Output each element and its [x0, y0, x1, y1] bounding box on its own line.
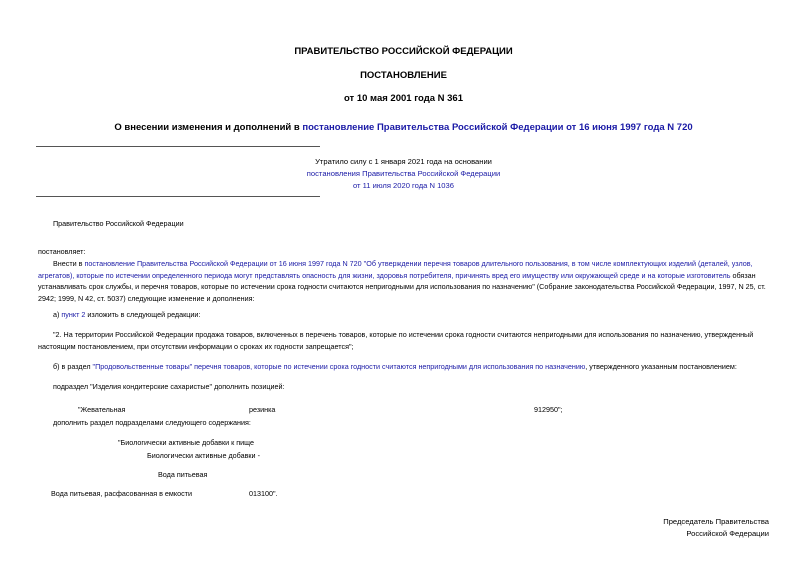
title-referenced-decree-link[interactable]: постановление Правительства Российской Федерации от 16 июня 1997 года N 720: [302, 122, 693, 133]
item-b-suffix: , утвержденного указанным постановлением:: [585, 362, 737, 371]
paragraph-line2: [38, 270, 778, 282]
item-a-prefix: а): [53, 310, 62, 319]
quote-line2: настоящим постановлением, при отсутствии информации о сроках их годности запрещается";: [38, 341, 354, 351]
subsection-line: подраздел "Изделия кондитерские сахаристые" дополнить позицией:: [53, 382, 285, 391]
signature-org: Российской Федерации: [686, 529, 769, 538]
item-b: [53, 362, 737, 371]
paragraph-line3: устанавливать срок службы, и перечня товаров, которые по истечении срока годности считаются непригодными для использования по назначению" (Собрание законодательства Российской Федерации, 1997, N 25, ст.: [38, 282, 766, 291]
document-title: [0, 122, 807, 133]
item-b-list-link[interactable]: перечня товаров, которые по истечении срока годности считаются непригодными для использования по назначению: [192, 362, 586, 371]
item-code: 912950";: [534, 405, 563, 414]
p1-prefix: Внести в: [53, 259, 85, 268]
status-note-link-line2[interactable]: постановления Правительства Российской Федерации: [306, 169, 501, 178]
p1-after-l2: обязан: [730, 270, 756, 280]
item-b-prefix: б) в раздел: [53, 362, 93, 371]
item-name-col1: "Жевательная: [78, 405, 126, 414]
item-a: [53, 310, 200, 319]
item-a-suffix: изложить в следующей редакции:: [85, 310, 201, 319]
quoted-paragraph: [38, 329, 778, 352]
add-sections-line: дополнить раздел подразделами следующего содержания:: [53, 418, 251, 427]
resolves-label: постановляет:: [38, 247, 86, 256]
item-name-col2: резинка: [249, 405, 276, 414]
document-type: ПОСТАНОВЛЕНИЕ: [360, 70, 447, 81]
government-line: Правительство Российской Федерации: [53, 219, 184, 228]
document-date-number: от 10 мая 2001 года N 361: [343, 93, 464, 104]
paragraph-line4: 2942; 1999, N 42, ст. 5037) следующие изменение и дополнения:: [38, 293, 255, 303]
p1-decree-link[interactable]: постановление Правительства Российской Федерации от 16 июня 1997 года N 720: [84, 259, 362, 268]
quote-line1: "2. На территории Российской Федерации продажа товаров, включенных в перечень товаров, которые по истечении срока годности считаются непригодными для использования по назначению, утвержденный: [53, 330, 754, 339]
item-b-section-link[interactable]: "Продовольственные товары": [92, 362, 193, 371]
water-code: 013100".: [249, 489, 278, 498]
paragraph-amendments: [38, 258, 778, 304]
title-prefix: О внесении изменения и дополнений в: [114, 122, 303, 133]
status-note-line1: Утратило силу с 1 января 2021 года на основании: [315, 157, 492, 166]
status-note-link-line3[interactable]: от 11 июля 2020 года N 1036: [353, 181, 454, 190]
bottom-divider: [36, 196, 320, 197]
government-heading: ПРАВИТЕЛЬСТВО РОССИЙСКОЙ ФЕДЕРАЦИИ: [294, 46, 513, 57]
top-divider: [36, 146, 320, 147]
p1-decree-title-l1[interactable]: "Об утверждении перечня товаров длительного пользования, в том числе комплектующих изделий (деталей, узлов,: [361, 259, 753, 268]
bio-additives-line2: Биологически активные добавки -: [147, 451, 260, 460]
signature-title: Председатель Правительства: [663, 517, 769, 526]
p1-decree-title-l2[interactable]: агрегатов), которые по истечении определенного периода могут представлять опасность для жизни, здоровья потребителя, причинять вред его имуществу или окружающей среде и на которые изготовитель: [38, 270, 731, 280]
bio-additives-line1: "Биологически активные добавки к пище: [118, 438, 254, 447]
water-heading: Вода питьевая: [158, 470, 208, 479]
paragraph-line1: [38, 258, 778, 270]
item-a-link[interactable]: пункт 2: [61, 310, 86, 319]
water-packaged: Вода питьевая, расфасованная в емкости: [51, 489, 192, 498]
